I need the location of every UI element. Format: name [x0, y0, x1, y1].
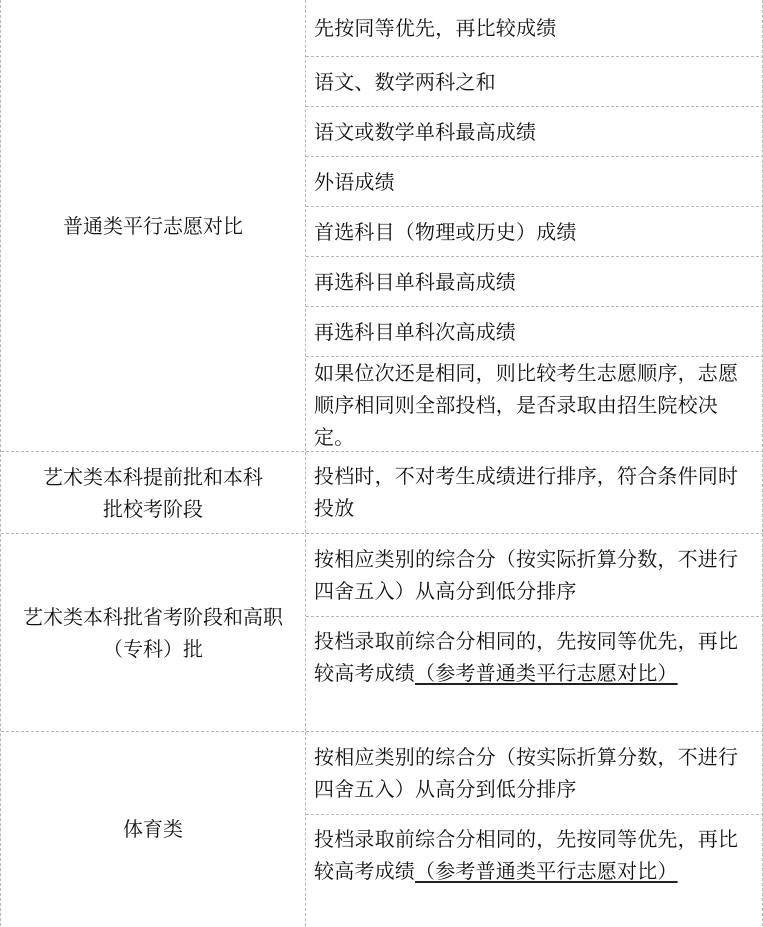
- rule-item: 先按同等优先，再比较成绩: [314, 16, 557, 40]
- rule-item: 投档时，不对考生成绩进行排序，符合条件同时投放: [314, 464, 739, 520]
- category-cell: 体育类: [1, 732, 306, 926]
- rule-text: 投档录取前综合分相同的，先按同等优先，再比较高考成绩: [314, 629, 739, 685]
- rule-item-with-ref: [306, 814, 763, 927]
- rule-item: 再选科目单科最高成绩: [306, 256, 763, 306]
- reference-link[interactable]: （参考普通类平行志愿对比）: [415, 661, 678, 685]
- rules-cell: [306, 534, 763, 731]
- rule-item: 语文、数学两科之和: [306, 56, 763, 106]
- section-art-early: [1, 451, 763, 533]
- rule-item: 首选科目（物理或历史）成绩: [306, 206, 763, 256]
- rule-item: 语文或数学单科最高成绩: [306, 106, 763, 156]
- rule-text: 投档录取前综合分相同的，先按同等优先，再比较高考成绩: [314, 827, 739, 883]
- rules-cell: [306, 0, 763, 451]
- section-sports: [1, 731, 763, 926]
- rules-cell: [306, 732, 763, 926]
- section-general: [1, 0, 763, 451]
- category-cell: 艺术类本科批省考阶段和高职（专科）批: [1, 534, 306, 731]
- rule-item-with-ref: [306, 616, 763, 732]
- rule-item: 如果位次还是相同，则比较考生志愿顺序，志愿顺序相同则全部投档，是否录取由招生院校决定。: [306, 356, 763, 451]
- section-art-provincial: [1, 533, 763, 731]
- rule-item: 按相应类别的综合分（按实际折算分数，不进行四舍五入）从高分到低分排序: [314, 745, 739, 801]
- rule-item: 再选科目单科次高成绩: [306, 306, 763, 356]
- rule-item: 按相应类别的综合分（按实际折算分数，不进行四舍五入）从高分到低分排序: [314, 547, 739, 603]
- reference-link[interactable]: （参考普通类平行志愿对比）: [415, 859, 678, 883]
- rules-cell: [306, 452, 763, 533]
- category-cell: 艺术类本科提前批和本科批校考阶段: [1, 452, 306, 533]
- category-cell: 普通类平行志愿对比: [1, 0, 306, 451]
- rule-item: 外语成绩: [306, 156, 763, 206]
